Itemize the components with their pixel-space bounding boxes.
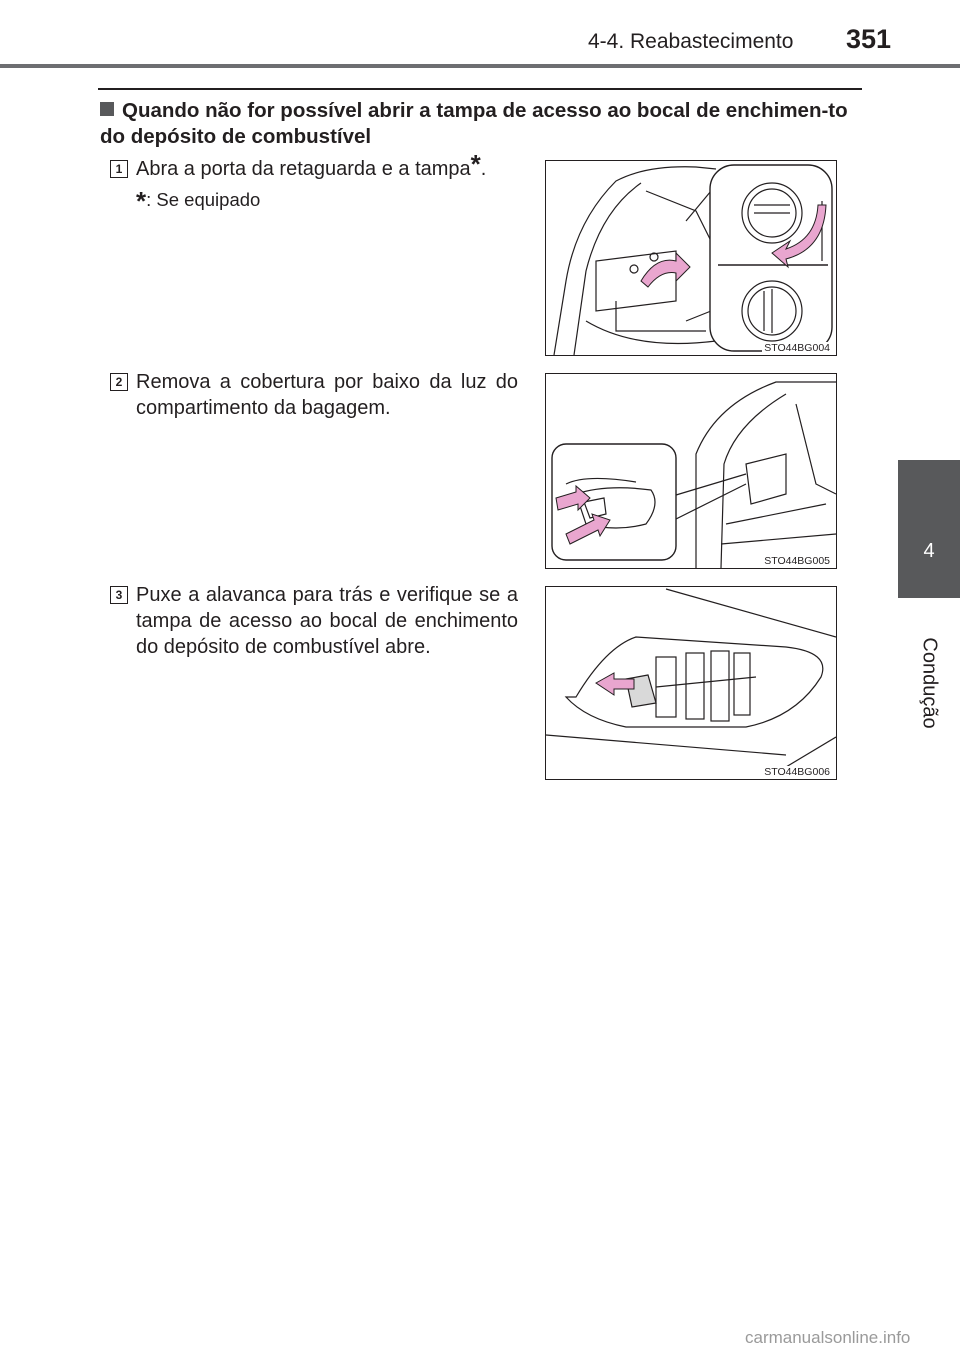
step-badge-1: 1: [110, 160, 128, 178]
heading-text: Quando não for possível abrir a tampa de acesso ao bocal de enchimen-to do depósito de combustível: [100, 99, 848, 148]
page-number: 351: [846, 24, 892, 54]
luggage-illustration: [546, 374, 836, 568]
section-title: 4-4. Reabastecimento: [588, 30, 794, 53]
step-text-3: Puxe a alavanca para trás e verifique se a tampa de acesso ao bocal de enchimento do depósito de combustível abre.: [136, 584, 518, 658]
chapter-number: 4: [923, 540, 935, 562]
chapter-label: Condução: [918, 637, 941, 729]
step-badge-3: 3: [110, 586, 128, 604]
figure-rear-door-cap: [545, 160, 837, 356]
asterisk-icon: *: [470, 149, 481, 179]
chapter-label-tab: [898, 598, 960, 768]
chapter-tab[interactable]: [898, 460, 960, 598]
figure-luggage-light-cover: [545, 373, 837, 569]
step-badge-2: 2: [110, 373, 128, 391]
footnote: [136, 186, 260, 217]
header-rule: [0, 64, 960, 68]
figure-code: STO44BG004: [764, 342, 830, 354]
subsection-heading: [100, 98, 866, 150]
step-1-text: Abra a porta da retaguarda e a tampa: [136, 158, 471, 180]
step-text-1: [136, 149, 518, 182]
figure-code: STO44BG006: [764, 766, 830, 778]
figure-release-lever: [545, 586, 837, 780]
footnote-text: : Se equipado: [146, 189, 261, 210]
watermark: carmanualsonline.info: [745, 1328, 911, 1347]
lever-illustration: [546, 587, 836, 779]
asterisk-icon: *: [136, 186, 147, 216]
step-1-suffix: .: [480, 158, 487, 180]
step-text-2: Remova a cobertura por baixo da luz do compartimento da bagagem.: [136, 371, 518, 419]
trunk-illustration: [546, 161, 836, 355]
section-rule: [98, 88, 862, 90]
figure-code: STO44BG005: [764, 555, 830, 567]
square-bullet-icon: [100, 102, 114, 116]
